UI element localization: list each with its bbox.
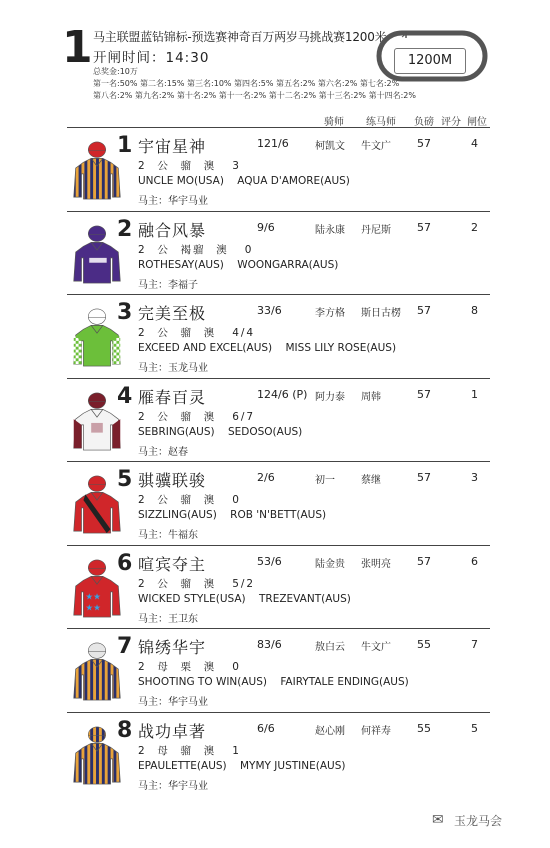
horse-owner: 马主：王卫东 [138, 613, 198, 625]
runner-number: 7 [117, 634, 133, 659]
horse-owner: 马主：牛福东 [138, 530, 198, 541]
horse-details: 2 公 褐骝 澳 0 [138, 243, 254, 256]
trainer-name: 周韩 [361, 391, 381, 403]
horse-pedigree: ROTHESAY(AUS) WOONGARRA(AUS) [138, 258, 339, 271]
horse-details: 2 公 骝 澳 0 [138, 494, 241, 506]
horse-owner: 马主：华宇马业 [138, 697, 208, 708]
jockey-name: 阿力泰 [315, 391, 345, 403]
horse-details: 2 公 骝 澳 4/4 [138, 327, 256, 339]
horse-details: 2 母 栗 澳 0 [138, 661, 241, 673]
jockey-name: 敖白云 [315, 642, 345, 653]
carried-weight: 57 [417, 304, 431, 317]
prize-split-2: 第八名:2% 第九名:2% 第十名:2% 第十一名:2% 第十二名:2% 第十三名:2% 第十四名:2% [93, 91, 416, 100]
horse-pedigree: UNCLE MO(USA) AQUA D'AMORE(AUS) [138, 175, 350, 187]
horse-details: 2 公 骝 澳 3 [138, 160, 241, 172]
barrier-draw: 4 [471, 137, 478, 150]
horse-name: 雁春百灵 [138, 387, 207, 407]
rating-odds: 124/6 (P) [257, 387, 308, 401]
horse-owner: 马主：华宇马业 [138, 780, 208, 792]
barrier-draw: 8 [471, 304, 478, 317]
rating-odds: 53/6 [257, 554, 282, 568]
trainer-name: 蔡继 [361, 475, 381, 486]
trainer-name: 牛文广 [361, 642, 391, 653]
runner-row [67, 461, 490, 542]
horse-name: 喧宾夺主 [138, 554, 207, 574]
horse-details: 2 公 骝 澳 6/7 [138, 410, 256, 423]
rating-odds: 6/6 [257, 721, 275, 735]
jockey-name: 柯凯文 [315, 141, 345, 152]
rating-odds: 33/6 [257, 304, 282, 317]
horse-owner: 马主：华宇马业 [138, 196, 208, 207]
start-time: 开闸时间：14:30 [93, 50, 210, 66]
barrier-draw: 3 [471, 471, 478, 484]
svg-text:★★: ★★ [85, 592, 101, 603]
horse-name: 宇宙星神 [138, 137, 207, 156]
horse-pedigree: SEBRING(AUS) SEDOSO(AUS) [138, 425, 303, 438]
horse-pedigree: SIZZLING(AUS) ROB 'N'BETT(AUS) [138, 509, 327, 521]
col-rating: 评分 [441, 117, 461, 128]
carried-weight: 55 [417, 638, 431, 651]
rating-odds: 121/6 [257, 137, 289, 150]
runner-row [67, 712, 490, 793]
wechat-icon: ✉ [432, 812, 444, 828]
horse-owner: 马主：赵春 [138, 446, 188, 458]
carried-weight: 57 [417, 137, 431, 150]
runner-number: 4 [117, 383, 133, 409]
prize-total: 总奖金:10万 [93, 67, 138, 76]
horse-pedigree: WICKED STYLE(USA) TREZEVANT(AUS) [138, 592, 351, 605]
runner-number: 8 [117, 717, 133, 743]
horse-name: 锦绣华宇 [138, 638, 207, 657]
race-title: 马主联盟蓝钻锦标-预选赛神奇百万两岁马挑战赛1200米 [93, 30, 387, 44]
trainer-name: 何祥寿 [361, 725, 391, 737]
horse-name: 融合风暴 [138, 220, 207, 240]
carried-weight: 55 [417, 721, 431, 735]
barrier-draw: 6 [471, 554, 478, 568]
jockey-name: 陆金贵 [315, 558, 345, 570]
race-number: 1 [62, 22, 93, 73]
col-jockey: 骑师 [324, 117, 344, 128]
horse-name: 骐骥联骏 [138, 471, 207, 490]
runner-row [67, 127, 490, 208]
carried-weight: 57 [417, 220, 431, 234]
runner-number: 2 [117, 216, 133, 242]
trainer-name: 丹尼斯 [361, 224, 391, 236]
prize-split-1: 第一名:50% 第二名:15% 第三名:10% 第四名:5% 第五名:2% 第六名:2% 第七名:2% [93, 79, 400, 88]
barrier-draw: 2 [471, 220, 478, 234]
barrier-draw: 5 [471, 721, 478, 735]
runner-number: 3 [117, 300, 133, 325]
runner-number: 6 [117, 550, 133, 576]
col-trainer: 练马师 [366, 117, 396, 128]
trainer-name: 张明亮 [361, 558, 391, 570]
runner-row [67, 294, 490, 375]
horse-pedigree: EXCEED AND EXCEL(AUS) MISS LILY ROSE(AUS) [138, 342, 397, 354]
runner-row [67, 378, 490, 459]
carried-weight: 57 [417, 471, 431, 484]
svg-text:★★: ★★ [85, 602, 101, 613]
horse-owner: 马主：玉龙马业 [138, 363, 208, 374]
barrier-draw: 7 [471, 638, 478, 651]
horse-owner: 马主：李福子 [138, 279, 198, 291]
rating-odds: 2/6 [257, 471, 275, 484]
carried-weight: 57 [417, 554, 431, 568]
runner-row [67, 628, 490, 709]
rating-odds: 9/6 [257, 220, 275, 234]
jockey-name: 李方格 [315, 308, 345, 319]
horse-details: 2 公 骝 澳 5/2 [138, 577, 256, 590]
trainer-name: 牛文广 [361, 141, 391, 152]
col-draw: 闸位 [467, 117, 487, 128]
runner-number: 5 [117, 467, 133, 492]
runner-row [67, 211, 490, 292]
trainer-name: 斯日古楞 [361, 308, 401, 319]
horse-details: 2 母 骝 澳 1 [138, 744, 241, 757]
horse-name: 完美至极 [138, 304, 207, 323]
runner-number: 1 [117, 133, 133, 158]
rating-odds: 83/6 [257, 638, 282, 651]
runner-row [67, 545, 490, 626]
horse-name: 战功卓著 [138, 721, 207, 741]
carried-weight: 57 [417, 387, 431, 401]
horse-pedigree: SHOOTING TO WIN(AUS) FAIRYTALE ENDING(AUS) [138, 676, 409, 688]
horse-pedigree: EPAULETTE(AUS) MYMY JUSTINE(AUS) [138, 759, 346, 772]
distance-box: 1200M [394, 48, 466, 74]
jockey-name: 赵心刚 [315, 725, 345, 737]
watermark: 玉龙马会 [454, 814, 503, 828]
jockey-name: 陆永康 [315, 224, 345, 236]
barrier-draw: 1 [471, 387, 478, 401]
col-weight: 负磅 [414, 117, 434, 128]
jockey-name: 初一 [315, 475, 335, 486]
